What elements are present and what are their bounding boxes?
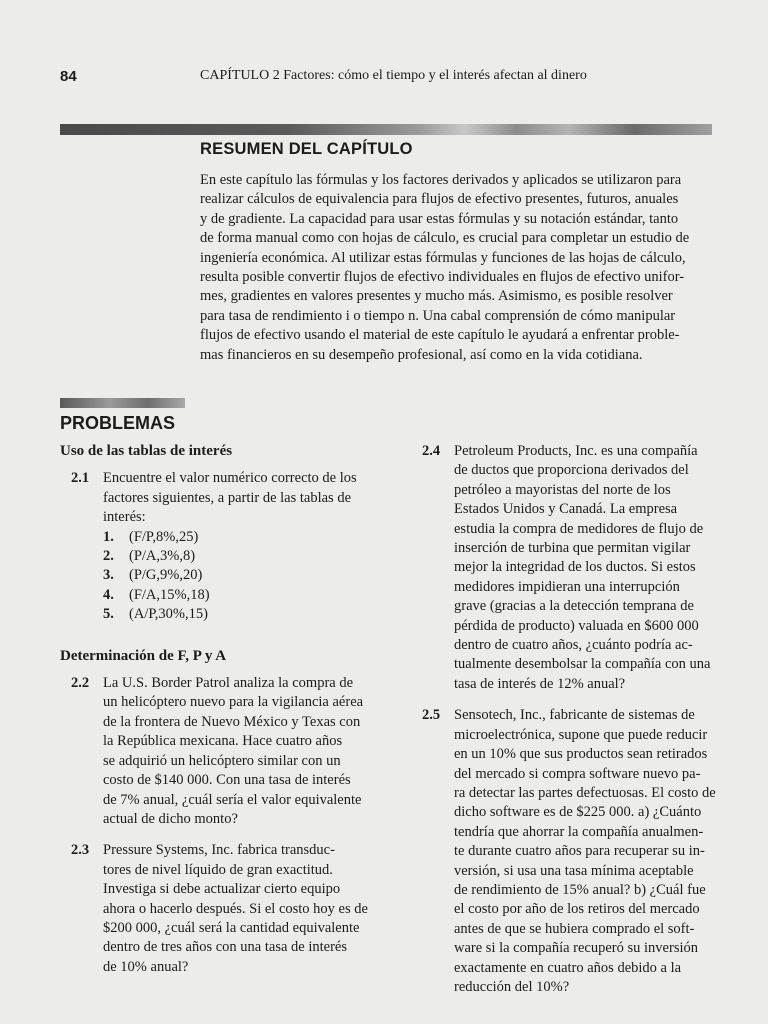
problem-text-line: la República mexicana. Hace cuatro años — [103, 733, 343, 750]
problem-text-line: versión, si usa una tasa mínima aceptable — [454, 862, 694, 879]
summary-decorative-band — [60, 124, 712, 135]
problem-text-line: ware si la compañía recuperó su inversión — [454, 940, 698, 957]
factor-item — [103, 566, 372, 585]
problem-text-line: de la frontera de Nuevo México y Texas con — [103, 713, 361, 730]
summary-line: flujos de efectivo usando el material de este capítulo le ayudará a enfrentar proble- — [200, 327, 680, 344]
problem-text-line: tualmente desembolsar la compañía con una — [454, 656, 711, 673]
factor-notation: (P/A,3%,8) — [129, 548, 196, 565]
factor-item — [103, 605, 372, 624]
problem-text-line: Estados Unidos y Canadá. La empresa — [454, 501, 678, 518]
problem-text-line: factores siguientes, a partir de las tablas de — [103, 489, 352, 506]
problems-decorative-band — [60, 398, 185, 408]
running-header: CAPÍTULO 2 Factores: cómo el tiempo y el interés afectan al dinero — [200, 68, 587, 83]
problem-text-line: antes de que se hubiera comprado el soft- — [454, 920, 695, 937]
problem-text-line: La U.S. Border Patrol analiza la compra de — [103, 675, 354, 692]
problem-text-line: de rendimiento de 15% anual? b) ¿Cuál fue — [454, 881, 706, 898]
factor-label: 3. — [103, 567, 114, 584]
summary-line: En este capítulo las fórmulas y los factores derivados y aplicados se utilizaron para — [200, 172, 682, 188]
problem-number: 2.3 — [71, 842, 90, 859]
factor-item — [103, 547, 372, 566]
problem-number: 2.5 — [422, 707, 441, 724]
problem-2-5 — [411, 706, 716, 997]
problem-text-line: de 10% anual? — [103, 958, 189, 975]
problem-text-line: tendría que ahorrar la compañía anualmen- — [454, 823, 704, 840]
problem-text-line: Encuentre el valor numérico correcto de los — [103, 470, 357, 487]
summary-line: para tasa de rendimiento i o tiempo n. Una cabal comprensión de cómo manipular — [200, 307, 676, 324]
summary-title: RESUMEN DEL CAPÍTULO — [200, 140, 413, 158]
factor-notation: (A/P,30%,15) — [129, 606, 208, 623]
summary-line: mes, gradientes en valores presentes y mucho más. Asimismo, es posible resolver — [200, 288, 673, 305]
summary-line: ingeniería económica. Al utilizar estas fórmulas y funciones de las hojas de cálculo, — [200, 249, 686, 266]
problem-text-line: dentro de cuatro años, ¿cuánto podría ac- — [454, 637, 693, 654]
problem-text-line: reducción del 10%? — [454, 978, 570, 995]
left-column — [60, 442, 372, 989]
problem-text-line: ahora o hacerlo después. Si el costo hoy es de — [103, 900, 368, 917]
problem-text-line: en un 10% que sus productos sean retirados — [454, 746, 708, 763]
problem-text-line: petróleo a mayoristas del norte de los — [454, 481, 671, 498]
problem-text-line: dentro de tres años con una tasa de interés — [103, 939, 347, 956]
problem-number: 2.1 — [71, 470, 90, 487]
problem-text-line: Sensotech, Inc., fabricante de sistemas de — [454, 707, 695, 724]
section-heading-fpa: Determinación de F, P y A — [60, 647, 227, 664]
problem-2-4 — [411, 442, 713, 694]
problem-text-line: Investiga si debe actualizar cierto equipo — [103, 881, 341, 898]
summary-paragraph — [200, 171, 712, 365]
problem-text-line: interés: — [103, 509, 146, 526]
problem-text-line: grave (gracias a la detección temprana de — [454, 598, 694, 615]
problem-text-line: un helicóptero nuevo para la vigilancia aérea — [103, 694, 364, 711]
problem-text-line: ra detectar las partes defectuosas. El costo de — [454, 784, 716, 801]
problem-text-line: dicho software es de $225 000. a) ¿Cuánto — [454, 804, 702, 821]
problem-text-line: estudia la compra de medidores de flujo de — [454, 520, 704, 537]
problem-text-line: se adquirió un helicóptero similar con un — [103, 752, 341, 769]
problem-text-line: Pressure Systems, Inc. fabrica transduc- — [103, 842, 335, 859]
factor-label: 1. — [103, 528, 114, 545]
problem-text-line: pérdida de producto) valuada en $600 000 — [454, 617, 699, 634]
problem-number: 2.4 — [422, 443, 441, 459]
problems-title: PROBLEMAS — [60, 413, 176, 433]
problem-number: 2.2 — [71, 675, 90, 692]
problem-text-line: de ductos que proporciona derivados del — [454, 462, 689, 479]
factor-label: 4. — [103, 586, 114, 603]
right-column — [411, 442, 716, 1009]
factor-notation: (F/P,8%,25) — [129, 528, 199, 545]
factor-item — [103, 528, 372, 547]
problem-text-line: actual de dicho monto? — [103, 810, 238, 827]
factor-label: 5. — [103, 606, 114, 623]
summary-line: mas financieros en su desempeño profesional, así como en la vida cotidiana. — [200, 346, 643, 363]
problem-text-line: $200 000, ¿cuál será la cantidad equivalente — [103, 919, 360, 936]
problem-text-line: de 7% anual, ¿cuál sería el valor equivalente — [103, 791, 362, 808]
factor-label: 2. — [103, 548, 114, 565]
factor-list — [103, 528, 372, 625]
problem-text-line: microelectrónica, supone que puede reducir — [454, 726, 708, 743]
problem-text-line: te durante cuatro años para recuperar su in- — [454, 843, 705, 860]
problem-2-1 — [60, 469, 372, 624]
problem-text-line: tasa de interés de 12% anual? — [454, 675, 626, 692]
problem-text-line: exactamente en cuatro años debido a la — [454, 959, 682, 976]
summary-line: realizar cálculos de equivalencia para flujos de efectivo presentes, futuros, anuales — [200, 191, 679, 208]
factor-item — [103, 586, 372, 605]
section-heading-tables: Uso de las tablas de interés — [60, 443, 233, 459]
problem-text-line: el costo por año de los retiros del mercado — [454, 901, 700, 918]
problem-text-line: tores de nivel líquido de gran exactitud. — [103, 861, 333, 878]
problem-text-line: medidores impidieran una interrupción — [454, 578, 680, 595]
problem-text-line: del mercado si compra software nuevo pa- — [454, 765, 701, 782]
factor-notation: (F/A,15%,18) — [129, 586, 210, 603]
summary-line: resulta posible convertir flujos de efectivo individuales en flujos de efectivo unifor- — [200, 269, 685, 286]
summary-line: y de gradiente. La capacidad para usar estas fórmulas y su notación estándar, tanto — [200, 210, 679, 227]
problem-text-line: mejor la integridad de los ductos. Si estos — [454, 559, 696, 576]
problem-2-3 — [60, 841, 372, 977]
factor-notation: (P/G,9%,20) — [129, 567, 203, 584]
summary-line: de forma manual como con hojas de cálculo, es crucial para completar un estudio de — [200, 230, 690, 247]
problem-text-line: inserción de turbina que permitan vigilar — [454, 540, 691, 557]
page-number: 84 — [60, 68, 77, 85]
problem-text-line: costo de $140 000. Con una tasa de interés — [103, 772, 351, 789]
problem-2-2 — [60, 674, 372, 829]
problem-text-line: Petroleum Products, Inc. es una compañía — [454, 443, 698, 459]
